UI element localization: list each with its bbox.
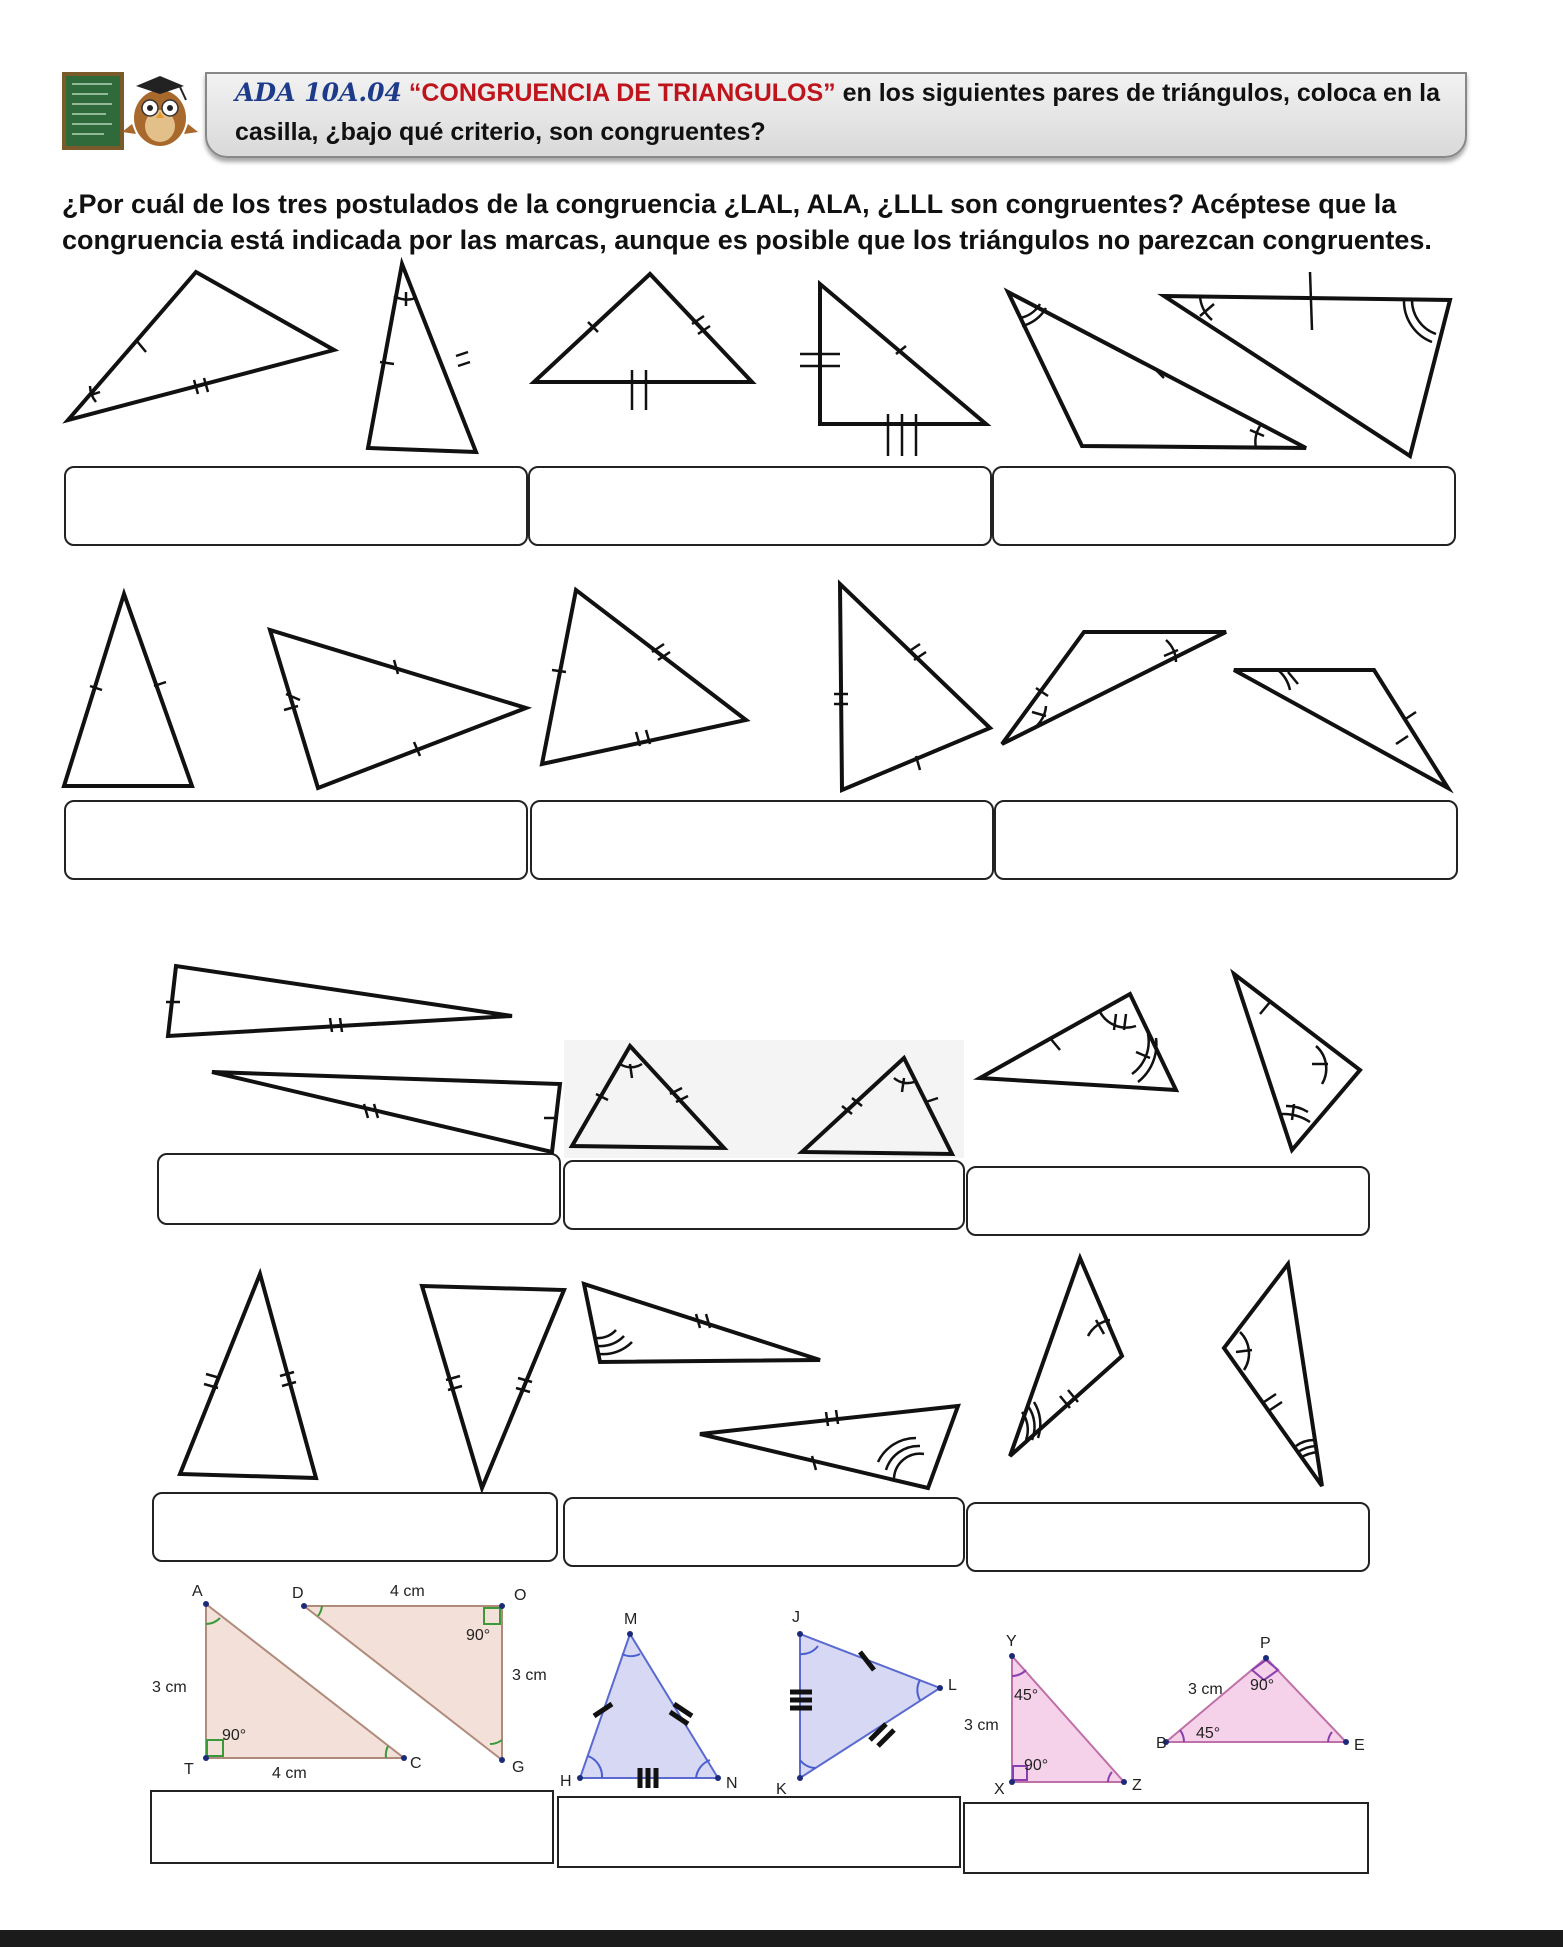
label-vertex-D: D [292,1585,304,1602]
triangle-9b [1234,974,1360,1150]
pair-5-triangles [542,584,990,790]
triangle-12b [1224,1264,1322,1486]
triangle-4b [270,630,526,788]
triangle-10b [422,1286,564,1488]
label-vertex-Z: Z [1132,1777,1142,1794]
label-angle-B: 45° [1196,1725,1221,1742]
label-side-BP: 3 cm [1188,1681,1223,1698]
label-vertex-H: H [560,1773,572,1790]
pair-4-triangles [64,594,526,788]
activity-code: ADA 10A.04 [235,78,402,107]
worksheet-title: “CONGRUENCIA DE TRIANGULOS” [408,79,836,107]
triangle-JKL [800,1634,940,1778]
pair-10-triangles [180,1274,564,1488]
label-angle-O: 90° [466,1627,491,1644]
pair-12-triangles [1010,1258,1322,1486]
label-vertex-M: M [624,1611,638,1628]
label-side-TC: 4 cm [272,1765,307,1782]
label-angle-P: 90° [1250,1677,1275,1694]
pair-1-triangles [68,264,476,452]
label-vertex-K: K [776,1781,787,1798]
pair-7-triangles [166,966,560,1152]
label-vertex-L: L [948,1677,957,1694]
bottom-bar [0,1930,1563,1947]
pair-3-triangles [1008,272,1450,456]
triangle-5b [840,584,990,790]
triangle-MHN [580,1634,718,1778]
pair-14-triangles [560,1609,957,1798]
label-angle-X: 90° [1024,1757,1049,1774]
label-vertex-O: O [514,1587,527,1604]
label-side-DO: 4 cm [390,1583,425,1600]
label-vertex-X: X [994,1781,1005,1798]
label-vertex-N: N [726,1775,738,1792]
label-vertex-T: T [184,1761,194,1778]
label-vertex-A: A [192,1583,203,1600]
instructions-text: ¿Por cuál de los tres postulados de la congruencia ¿LAL, ALA, ¿LLL son congruentes? Acéptese que la congruencia está indicada por las marcas, aunque es posible que los triángulos no parezcan congruentes. [62,189,1432,255]
label-angle-Y: 45° [1014,1687,1039,1704]
triangle-5a [542,590,746,764]
label-angle-T: 90° [222,1727,247,1744]
triangle-2b [820,284,986,424]
label-side-XY: 3 cm [964,1717,999,1734]
label-vertex-E: E [1354,1737,1365,1754]
pair-2-triangles [534,274,986,456]
label-vertex-Y: Y [1006,1633,1017,1650]
label-vertex-G: G [512,1759,525,1776]
label-side-AT: 3 cm [152,1679,187,1696]
pair-13-triangles [152,1583,547,1782]
triangle-9a [980,994,1176,1090]
triangle-4a [64,594,192,786]
label-vertex-B: B [1156,1735,1167,1752]
label-vertex-C: C [410,1755,422,1772]
pair-9-triangles [980,974,1360,1150]
header-text-line2: casilla, ¿bajo qué criterio, son congruentes? [235,118,766,146]
triangle-6b [1234,670,1448,788]
triangle-1a [68,272,334,420]
label-vertex-P: P [1260,1635,1271,1652]
pair-15-triangles [964,1633,1365,1798]
header-text-line1: en los siguientes pares de triángulos, coloca en la [835,79,1441,107]
triangle-10a [180,1274,316,1478]
label-side-OG: 3 cm [512,1667,547,1684]
pair-8-triangles [564,1040,964,1158]
triangle-7b [212,1072,560,1152]
pair-11-triangles [584,1284,958,1488]
label-vertex-J: J [792,1609,800,1626]
triangle-BPE [1166,1658,1346,1742]
triangle-2a [534,274,752,382]
pair-6-triangles [1002,632,1448,788]
triangle-1b [368,264,476,452]
